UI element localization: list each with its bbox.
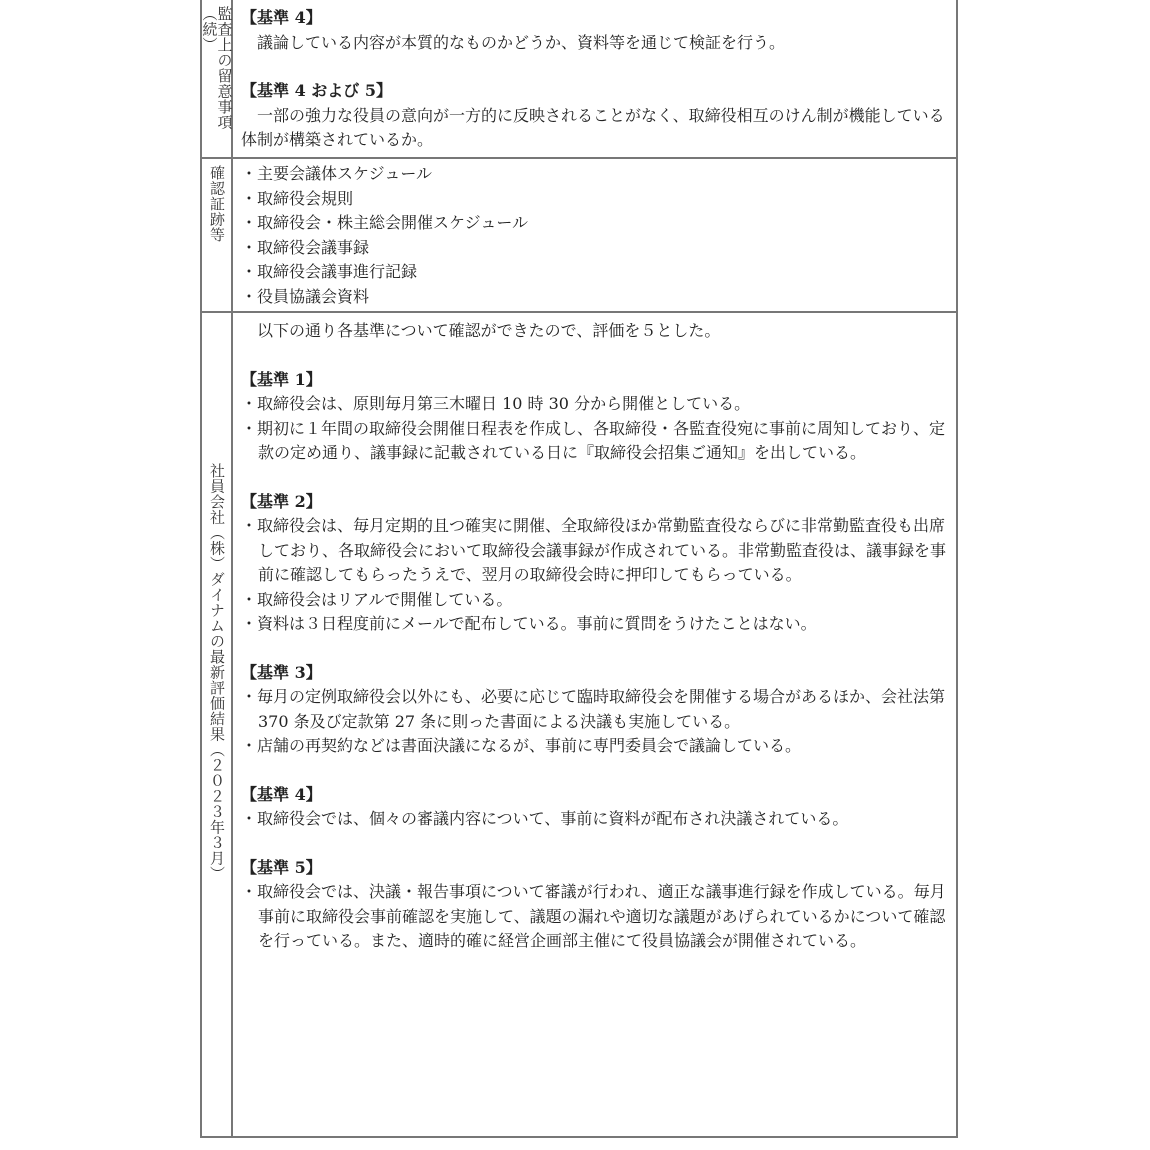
row-label — [202, 313, 233, 1136]
audit-notes-row — [202, 0, 956, 159]
bullet-item: ・主要会議体スケジュール — [241, 164, 433, 183]
row-label — [202, 0, 233, 157]
criterion-heading: 【基準 1】 — [241, 369, 322, 389]
bullet-item: ・取締役会議事録 — [241, 237, 370, 257]
paragraph: 以下の通り各基準について確認ができたので、評価を５とした。 — [257, 321, 721, 340]
bullet-item: ・役員協議会資料 — [241, 286, 370, 306]
bullet-item: ・取締役会規則 — [241, 188, 354, 208]
bullet-item: ・店舗の再契約などは書面決議になるが、事前に専門委員会で議論している。 — [241, 736, 802, 755]
paragraph-gap — [241, 759, 952, 783]
criterion-heading: 【基準 2】 — [241, 491, 322, 511]
row-label — [202, 159, 233, 311]
evaluation-row — [202, 313, 956, 1136]
bullet-item: ・資料は３日程度前にメールで配布している。事前に質問をうけたことはない。 — [241, 614, 817, 633]
criterion-heading: 【基準 4】 — [241, 8, 322, 27]
audit-notes-label: 監査上の留意事項（続） — [200, 6, 234, 130]
criterion-heading: 【基準 3】 — [241, 662, 322, 682]
evidence-row — [202, 159, 956, 313]
paragraph: 議論している内容が本質的なものかどうか、資料等を通じて検証を行う。 — [257, 32, 786, 52]
paragraph-gap — [241, 344, 952, 368]
paragraph-gap — [241, 55, 952, 79]
bullet-item: ・取締役会議事進行記録 — [241, 262, 418, 281]
criterion-heading: 【基準 4】 — [241, 784, 322, 804]
document-table — [200, 0, 958, 1138]
evidence-label: 確認証跡等 — [208, 165, 226, 243]
criterion-heading: 【基準 5】 — [241, 857, 322, 877]
bullet-item: ・取締役会・株主総会開催スケジュール — [241, 213, 529, 232]
paragraph-gap — [241, 832, 952, 856]
bullet-item: ・取締役会は、毎月定期的且つ確実に開催、全取締役ほか常勤監査役ならびに非常勤監査役も出席しており、各取締役会において取締役会議事録が作成されている。非常勤監査役は、議事録を事前に確認してもらったうえで、翌月の取締役会時に押印してもらっている。 — [241, 516, 947, 584]
bullet-item: ・取締役会はリアルで開催している。 — [241, 589, 513, 609]
bullet-item: ・期初に１年間の取締役会開催日程表を作成し、各取締役・各監査役宛に事前に周知しており、定款の定め通り、議事録に記載されている日に『取締役会招集ご通知』を出している。 — [241, 418, 946, 462]
paragraph-gap — [241, 466, 952, 490]
bullet-item: ・取締役会では、決議・報告事項について審議が行われ、適正な議事進行録を作成している。毎月事前に取締役会事前確認を実施して、議題の漏れや適切な議題があげられているかについて確認を行っている。また、適時的確に経営企画部主催にて役員協議会が開催されている。 — [241, 882, 946, 950]
criterion-heading: 【基準 4 および 5】 — [241, 81, 392, 100]
evaluation-content — [241, 319, 952, 954]
paragraph: 一部の強力な役員の意向が一方的に反映されることがなく、取締役相互のけん制が機能している体制が構築されているか。 — [241, 105, 945, 149]
audit-notes-content — [241, 6, 952, 153]
evaluation-label: 社員会社（株）ダイナムの最新評価結果（２０２３年３月） — [208, 463, 226, 882]
bullet-item: ・取締役会は、原則毎月第三木曜日 10 時 30 分から開催としている。 — [241, 394, 751, 413]
bullet-item: ・取締役会では、個々の審議内容について、事前に資料が配布され決議されている。 — [241, 809, 849, 828]
paragraph-gap — [241, 637, 952, 661]
bullet-item: ・毎月の定例取締役会以外にも、必要に応じて臨時取締役会を開催する場合があるほか、会社法第 370 条及び定款第 27 条に則った書面による決議も実施している。 — [241, 687, 946, 731]
evidence-content — [241, 162, 952, 309]
